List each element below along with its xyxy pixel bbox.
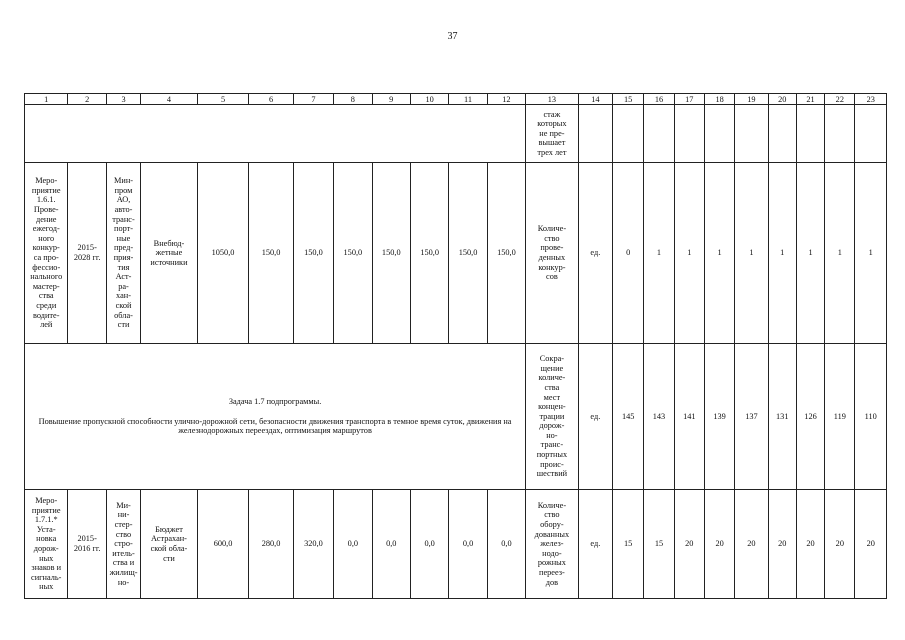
column-header: 11: [449, 94, 487, 105]
executor-cell: Ми- ни- стер- ство стро- итель- ства и жилищ- но-: [106, 490, 140, 599]
amount-cell: 600,0: [197, 490, 249, 599]
column-header: 20: [768, 94, 796, 105]
amount-cell: 0,0: [449, 490, 487, 599]
value-cell: 20: [796, 490, 824, 599]
value-cell: 20: [855, 490, 887, 599]
column-header: 1: [25, 94, 68, 105]
period-cell: 2015- 2028 гг.: [68, 163, 106, 344]
task-description-cell: [25, 344, 526, 490]
value-cell: 1: [644, 163, 674, 344]
amount-cell: 150,0: [293, 163, 333, 344]
value-cell: 0: [613, 163, 644, 344]
column-header: 2: [68, 94, 106, 105]
empty-cell: [825, 105, 855, 163]
amount-cell: 0,0: [334, 490, 372, 599]
amount-cell: 0,0: [487, 490, 525, 599]
program-table: [24, 93, 887, 596]
column-header: 9: [372, 94, 410, 105]
value-cell: 145: [613, 344, 644, 490]
unit-cell: ед.: [578, 163, 612, 344]
column-header: 17: [674, 94, 704, 105]
column-header: 22: [825, 94, 855, 105]
indicator-cell: Сокра- щение количе- ства мест концен- трации дорож- но- транс- портных проис- шествий: [526, 344, 579, 490]
value-cell: 1: [855, 163, 887, 344]
period-cell: 2015- 2016 гг.: [68, 490, 106, 599]
amount-cell: 150,0: [410, 163, 448, 344]
amount-cell: 0,0: [410, 490, 448, 599]
table-row-measure-1-6-1: [25, 163, 887, 344]
column-header: 8: [334, 94, 372, 105]
value-cell: 139: [704, 344, 734, 490]
column-header: 3: [106, 94, 140, 105]
value-cell: 15: [613, 490, 644, 599]
amount-cell: 150,0: [372, 163, 410, 344]
table-row-task-1-7: [25, 344, 887, 490]
column-header: 14: [578, 94, 612, 105]
column-header: 4: [141, 94, 198, 105]
measure-name-cell: Меро- приятие 1.7.1.* Уста- новка дорож- ных знаков и сигналь- ных: [25, 490, 68, 599]
value-cell: 1: [674, 163, 704, 344]
indicator-cell: стаж которых не пре- вышает трех лет: [526, 105, 579, 163]
task-text: Повышение пропускной способности улично-дорожной сети, безопасности движения транспорта в темное время суток, движения на железнодорожных переездах, оптимизация маршрутов: [38, 416, 512, 436]
column-header: 15: [613, 94, 644, 105]
column-header: 16: [644, 94, 674, 105]
amount-cell: 150,0: [249, 163, 293, 344]
value-cell: 15: [644, 490, 674, 599]
empty-cell: [613, 105, 644, 163]
value-cell: 1: [825, 163, 855, 344]
empty-cell: [855, 105, 887, 163]
indicator-cell: Количе- ство обору- дованных желез- нодо- рожных переез- дов: [526, 490, 579, 599]
amount-cell: 150,0: [334, 163, 372, 344]
indicator-cell: Количе- ство прове- денных конкур- сов: [526, 163, 579, 344]
header-row: [25, 94, 887, 105]
amount-cell: 150,0: [449, 163, 487, 344]
amount-cell: 320,0: [293, 490, 333, 599]
table-row-measure-1-7-1: [25, 490, 887, 599]
value-cell: 119: [825, 344, 855, 490]
column-header: 18: [704, 94, 734, 105]
table-row-continuation: [25, 105, 887, 163]
value-cell: 131: [768, 344, 796, 490]
page-number: 37: [447, 31, 458, 42]
executor-cell: Мин- пром АО, авто- транс- порт- ные пред- прия- тия Аст- ра- хан- ской обла- сти: [106, 163, 140, 344]
unit-cell: ед.: [578, 490, 612, 599]
value-cell: 110: [855, 344, 887, 490]
empty-cell: [644, 105, 674, 163]
column-header: 19: [735, 94, 768, 105]
value-cell: 20: [825, 490, 855, 599]
column-header: 21: [796, 94, 824, 105]
column-header: 7: [293, 94, 333, 105]
empty-cell: [704, 105, 734, 163]
program-table-grid: [24, 93, 887, 599]
amount-cell: 150,0: [487, 163, 525, 344]
funding-source-cell: Внебюд- жетные источники: [141, 163, 198, 344]
empty-cell: [578, 105, 612, 163]
empty-cell: [735, 105, 768, 163]
empty-cell: [796, 105, 824, 163]
value-cell: 137: [735, 344, 768, 490]
amount-cell: 280,0: [249, 490, 293, 599]
empty-cell: [674, 105, 704, 163]
funding-source-cell: Бюджет Астрахан- ской обла- сти: [141, 490, 198, 599]
value-cell: 143: [644, 344, 674, 490]
value-cell: 1: [735, 163, 768, 344]
empty-merged-cell: [25, 105, 526, 163]
column-header: 6: [249, 94, 293, 105]
value-cell: 1: [704, 163, 734, 344]
column-header: 12: [487, 94, 525, 105]
value-cell: 1: [796, 163, 824, 344]
amount-cell: 0,0: [372, 490, 410, 599]
value-cell: 126: [796, 344, 824, 490]
column-header: 5: [197, 94, 249, 105]
value-cell: 1: [768, 163, 796, 344]
empty-cell: [768, 105, 796, 163]
column-header: 13: [526, 94, 579, 105]
unit-cell: ед.: [578, 344, 612, 490]
value-cell: 141: [674, 344, 704, 490]
value-cell: 20: [768, 490, 796, 599]
task-title: Задача 1.7 подпрограммы.: [228, 397, 322, 407]
measure-name-cell: Меро- приятие 1.6.1. Прове- дение ежегод- ного конкур- са про- фессио- нального мастер- ства среди водите- лей: [25, 163, 68, 344]
column-header: 23: [855, 94, 887, 105]
value-cell: 20: [704, 490, 734, 599]
amount-cell: 1050,0: [197, 163, 249, 344]
column-header: 10: [410, 94, 448, 105]
value-cell: 20: [674, 490, 704, 599]
value-cell: 20: [735, 490, 768, 599]
